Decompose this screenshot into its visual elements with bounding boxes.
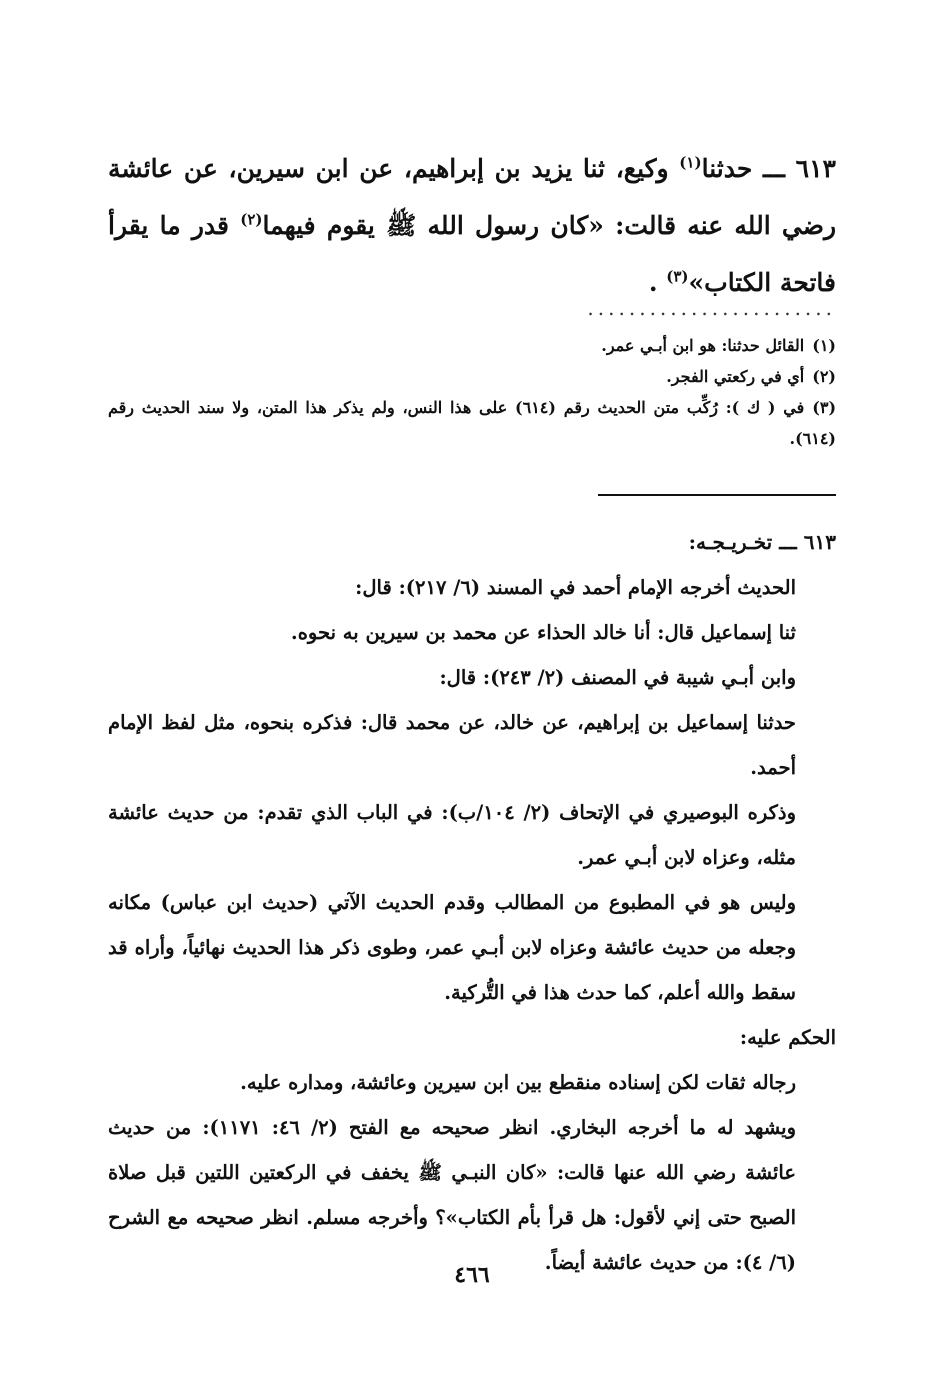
footnote-1 bbox=[108, 330, 836, 361]
hukm-paragraph-2: ويشهد له ما أخرجه البخاري. انظر صحيحه مع الفتح (٢/ ٤٦: ١١٧١): من حديث عائشة رضي الله عنها قالت: «كان النبـي ﷺ يخفف في الركعتين اللتين قبل صلاة الصبح حتى إني لأقول: هل قرأ بأم الكتاب»؟ وأخرجه مسلم. انظر صحيحه مع الشرح (٦/ ٤): من حديث عائشة أيضاً. bbox=[108, 1116, 797, 1274]
footnote-text: في ( ك ): رُكِّب متن الحديث رقم (٦١٤) على هذا النس، ولم يذكر هذا المتن، ولا سند الحديث رقم (٦١٤). bbox=[108, 398, 836, 448]
page-number: ٤٦٦ bbox=[454, 1262, 490, 1288]
hadith-segment-1: حدثنا bbox=[701, 154, 753, 183]
footnote-separator: ........................ bbox=[587, 296, 836, 320]
footnote-ref-3[interactable]: (٣) bbox=[666, 267, 689, 286]
footnote-number: (١) bbox=[812, 336, 836, 355]
footnote-ref-2[interactable]: (٢) bbox=[240, 210, 263, 229]
hukm-heading: الحكم عليه: bbox=[739, 1026, 836, 1049]
footnotes bbox=[108, 330, 836, 454]
footnote-3 bbox=[108, 392, 836, 454]
footnote-text: أي في ركعتي الفجر. bbox=[666, 367, 805, 386]
hadith-paragraph bbox=[108, 140, 836, 311]
footnote-ref-1[interactable]: (١) bbox=[679, 153, 702, 172]
takhrij-heading: ٦١٣ ـــ تخـريـجـه: bbox=[688, 530, 836, 554]
hadith-segment-3: قدر ما يقرأ فاتحة الكتاب» bbox=[108, 211, 836, 297]
hukm-paragraph-1: رجاله ثقات لكن إسناده منقطع بين ابن سيرين وعائشة، ومداره عليه. bbox=[240, 1071, 796, 1094]
section-rule bbox=[598, 494, 836, 496]
takhrij-paragraph-1: الحديث أخرجه الإمام أحمد في المسند (٦/ ٢١٧): قال: bbox=[355, 576, 796, 599]
footnote-text: القائل حدثنا: هو ابن أبـي عمر. bbox=[601, 336, 805, 355]
hadith-dash: ـــ bbox=[762, 154, 785, 183]
takhrij-paragraph-4: حدثنا إسماعيل بن إبراهيم، عن خالد، عن محمد قال: فذكره بنحوه، مثل لفظ الإمام أحمد. bbox=[108, 711, 796, 779]
takhrij-paragraph-6: وليس هو في المطبوع من المطالب وقدم الحديث الآتي (حديث ابن عباس) مكانه وجعله من حديث عائشة وعزاه لابن أبـي عمر، وطوى ذكر هذا الحديث نهائياً، وأراه قد سقط والله أعلم، كما حدث هذا في التُّركية. bbox=[108, 891, 796, 1004]
footnote-number: (٢) bbox=[812, 367, 836, 386]
hadith-number: ٦١٣ bbox=[795, 154, 836, 183]
takhrij-paragraph-2: ثنا إسماعيل قال: أنا خالد الحذاء عن محمد بن سيرين به نحوه. bbox=[290, 621, 796, 644]
takhrij-paragraph-5: وذكره البوصيري في الإتحاف (٢/ ١٠٤/ب): في الباب الذي تقدم: من حديث عائشة مثله، وعزاه لابن أبـي عمر. bbox=[108, 801, 796, 869]
takhrij-paragraph-3: وابن أبـي شيبة في المصنف (٢/ ٢٤٣): قال: bbox=[439, 666, 796, 689]
hadith-text bbox=[108, 140, 836, 311]
footnote-2 bbox=[108, 361, 836, 392]
hadith-segment-2: وكيع، ثنا يزيد بن إبراهيم، عن ابن سيرين، عن عائشة رضي الله عنه قالت: «كان رسول الله ﷺ يقوم فيهما bbox=[108, 154, 837, 240]
takhrij-section bbox=[108, 520, 836, 1285]
hadith-segment-4: . bbox=[648, 268, 667, 297]
footnote-number: (٣) bbox=[812, 398, 837, 417]
